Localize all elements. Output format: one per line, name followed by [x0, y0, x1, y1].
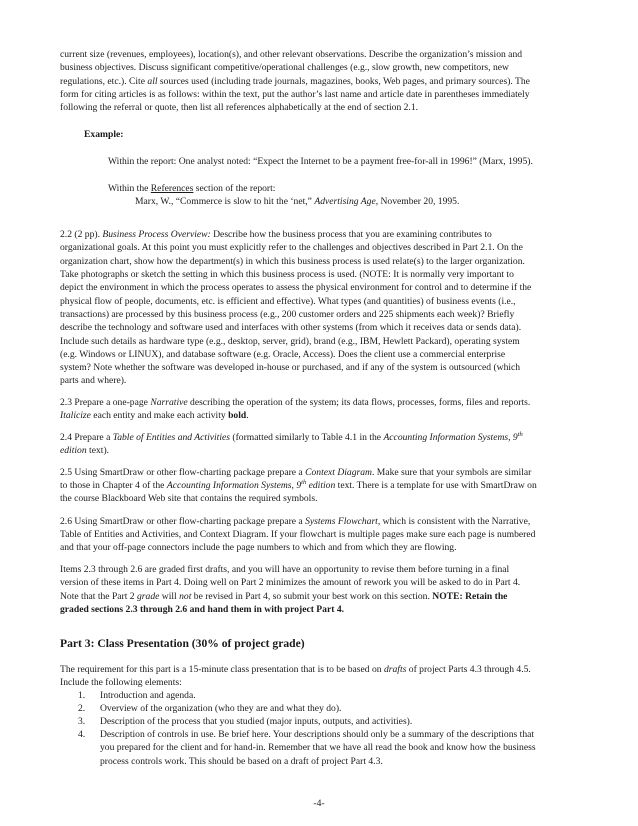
s22-line-9: Include such details as hardware type (e.g., desktop, server, grid), brand (e.g., IBM, Hewlett Packard), operating system: [60, 336, 520, 347]
s22-line-8: describe the technology and software used and interfaces with other systems (from which it receives data or sends data).: [60, 322, 522, 333]
note-line-4: graded sections 2.3 through 2.6 and hand them in with project Part 4.: [60, 604, 345, 615]
s22-line-2: organizational goals. At this point you must explicitly refer to the challenges and objectives described in Part 2.1. On the: [60, 242, 523, 253]
intro-line-3: regulations, etc.). Cite all sources used (including trade journals, magazines, books, Web pages, and primary sources). The: [60, 76, 530, 87]
note-line-2: version of these items in Part 4. Doing well on Part 2 minimizes the amount of rework you will be asked to do in Part 4.: [60, 577, 521, 588]
s23-line-1: 2.3 Prepare a one-page Narrative describing the operation of the system; its data flows, processes, forms, files and reports.: [60, 397, 531, 408]
example-label: Example:: [84, 129, 124, 140]
intro-line-4: form for citing articles is as follows: within the text, put the author’s last name and article date in parentheses immediately: [60, 89, 530, 100]
intro-line-5: following the referral or quote, then list all references alphabetically at the end of section 2.1.: [60, 102, 419, 113]
intro-line-2: business objectives. Discuss significant competitive/operational challenges (e.g., slow growth, new competitors, new: [60, 62, 509, 73]
example-citation: Marx, W., “Commerce is slow to hit the ‘net,” Advertising Age, November 20, 1995.: [135, 196, 460, 207]
list-item-text: Introduction and agenda.: [100, 690, 196, 701]
example-within-report: Within the report: One analyst noted: “Expect the Internet to be a payment free-for-all in 1996!” (Marx, 1995).: [108, 156, 533, 167]
note-line-3: Note that the Part 2 grade will not be revised in Part 4, so submit your best work on this section. NOTE: Retain the: [60, 591, 508, 602]
list-item-text: Description of the process that you studied (major inputs, outputs, and activities).: [100, 716, 413, 727]
s24-line-2: edition text).: [60, 445, 110, 456]
list-item-text: Description of controls in use. Be brief here. Your descriptions should only be a summary of the descriptions that: [100, 729, 535, 740]
s26-line-3: and that your off-page connectors include the page numbers to which and from which they are flowing.: [60, 542, 457, 553]
s22-line-1: 2.2 (2 pp). Business Process Overview: Describe how the business process that you are examining contributes to: [60, 229, 492, 240]
s26-line-1: 2.6 Using SmartDraw or other flow-charting package prepare a Systems Flowchart, which is consistent with the Narrative,: [60, 516, 531, 527]
s22-line-4: Take photographs or sketch the setting in which this business process is used. (NOTE: It is normally very important to: [60, 269, 514, 280]
list-item-text: you prepared for the client and for hand-in. Remember that we have all read the book and know how the business: [100, 742, 536, 753]
s22-line-7: transactions) are processed by this business process (e.g., 200 customer orders and 225 shipments each week)? Briefly: [60, 309, 515, 320]
s23-line-2: Italicize each entity and make each activity bold.: [60, 410, 249, 421]
s22-line-3: organization chart, show how the department(s) in which this business process is used relate(s) to the larger organization.: [60, 256, 525, 267]
s26-line-2: Table of Entities and Activities, and Context Diagram. If your flowchart is multiple pages make sure each page is numbered: [60, 529, 536, 540]
list-item-number: 3.: [78, 716, 86, 727]
s25-line-2: to those in Chapter 4 of the Accounting Information Systems, 9th edition text. There is a template for use with SmartDraw on: [60, 478, 537, 491]
page-number: -4-: [313, 798, 325, 809]
s22-line-12: parts and where).: [60, 375, 127, 386]
note-line-1: Items 2.3 through 2.6 are graded first drafts, and you will have an opportunity to revise them before turning in a final: [60, 564, 510, 575]
list-item-number: 2.: [78, 703, 86, 714]
s22-line-5: depict the environment in which the process operates to assess the physical environment for control and to determine if the: [60, 282, 532, 293]
list-item-number: 1.: [78, 690, 86, 701]
list-item-text: process controls work. This should be based on a draft of project Part 4.3.: [100, 756, 383, 767]
s22-line-11: system? Note whether the software was developed in-house or purchased, and if any of the system is outsourced (which: [60, 362, 521, 373]
part3-intro-line-2: Include the following elements:: [60, 677, 182, 688]
list-item-text: Overview of the organization (who they are and what they do).: [100, 703, 342, 714]
list-item-number: 4.: [78, 729, 86, 740]
example-references-line: Within the References section of the report:: [108, 183, 276, 194]
s22-line-10: (e.g. Windows or LINUX), and database software (e.g. Oracle, Access). Does the client use a commercial enterprise: [60, 349, 506, 360]
s24-line-1: 2.4 Prepare a Table of Entities and Activities (formatted similarly to Table 4.1 in the Accounting Information Systems, 9th: [60, 430, 523, 443]
part3-intro-line-1: The requirement for this part is a 15-minute class presentation that is to be based on drafts of project Parts 4.3 through 4.5.: [60, 664, 531, 675]
s22-line-6: physical flow of people, documents, etc. is efficient and effective). What types (and quantities) of business events (i.e.,: [60, 296, 516, 307]
s25-line-3: the course Blackboard Web site that contains the required symbols.: [60, 493, 318, 504]
s25-line-1: 2.5 Using SmartDraw or other flow-charting package prepare a Context Diagram. Make sure that your symbols are similar: [60, 467, 532, 478]
intro-line-1: current size (revenues, employees), location(s), and other relevant observations. Describe the organization’s mission and: [60, 49, 523, 60]
part3-heading: Part 3: Class Presentation (30% of project grade): [60, 637, 305, 650]
